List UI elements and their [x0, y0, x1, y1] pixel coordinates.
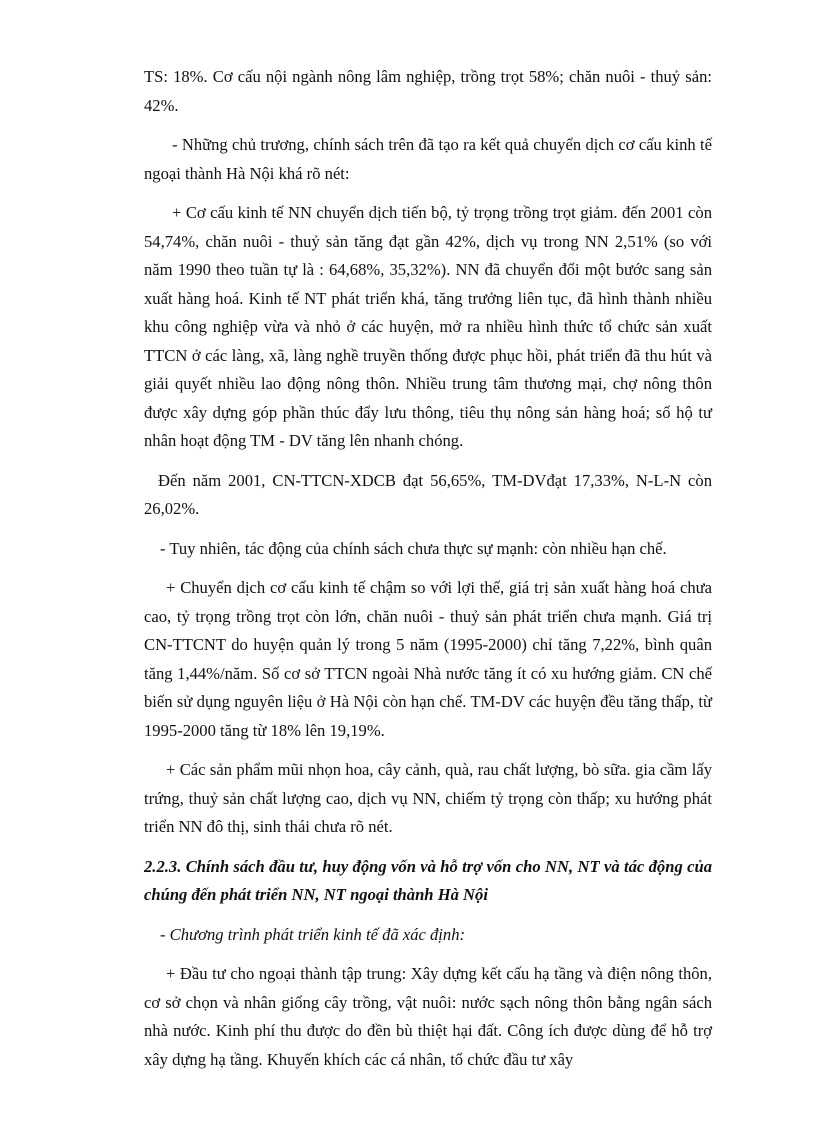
section-heading-2-2-3: 2.2.3. Chính sách đầu tư, huy động vốn và hỗ trợ vốn cho NN, NT và tác động của chúng đến phát triển NN, NT ngoại thành Hà Nội [144, 856, 712, 904]
paragraph-investment-focus: + Đầu tư cho ngoại thành tập trung: Xây dựng kết cấu hạ tầng và điện nông thôn, cơ sở chọn và nhân giống cây trồng, vật nuôi: nước sạch nông thôn bằng ngân sách nhà nước. Kinh phí thu được do đền bù thiệt hại đất. Công ích được dùng để hỗ trợ xây dựng hạ tầng. Khuyến khích các cá nhân, tổ chức đầu tư xây [144, 964, 712, 1069]
paragraph-program-intro: - Chương trình phát triển kinh tế đã xác định: [160, 924, 466, 944]
paragraph-slow-shift: + Chuyển dịch cơ cấu kinh tế chậm so với lợi thế, giá trị sản xuất hàng hoá chưa cao, tỷ trọng trồng trọt còn lớn, chăn nuôi - thuỷ sản phát triển chưa mạnh. Giá trị CN-TTCNT do huyện quản lý trong 5 năm (1995-2000) chỉ tăng 7,22%, bình quân tăng 1,44%/năm. Số cơ sở TTCN ngoài Nhà nước tăng ít có xu hướng giảm. CN chế biến sử dụng nguyên liệu ở Hà Nội còn hạn chế. TM-DV các huyện đều tăng thấp, từ 1995-2000 tăng từ 18% lên 19,19%. [144, 578, 712, 740]
paragraph-cost-structure: TS: 18%. Cơ cấu nội ngành nông lâm nghiệp, trồng trọt 58%; chăn nuôi - thuỷ sản: 42%. [144, 67, 712, 115]
paragraph-limitations: - Tuy nhiên, tác động của chính sách chưa thực sự mạnh: còn nhiều hạn chế. [160, 538, 667, 558]
paragraph-policy-results: - Những chủ trương, chính sách trên đã tạo ra kết quả chuyển dịch cơ cấu kinh tế ngoại thành Hà Nội khá rõ nét: [144, 135, 712, 183]
paragraph-key-products: + Các sản phẩm mũi nhọn hoa, cây cảnh, quà, rau chất lượng, bò sữa. gia cầm lấy trứng, thuỷ sản chất lượng cao, dịch vụ NN, chiếm tỷ trọng còn thấp; xu hướng phát triển NN đô thị, sinh thái chưa rõ nét. [144, 760, 712, 836]
document-body [144, 63, 712, 1074]
paragraph-structure-shift: + Cơ cấu kinh tế NN chuyển dịch tiến bộ, tỷ trọng trồng trọt giảm. đến 2001 còn 54,74%, chăn nuôi - thuỷ sản tăng đạt gần 42%, dịch vụ trong NN 2,51% (so với năm 1990 theo tuần tự là : 64,68%, 35,32%). NN đã chuyển đổi một bước sang sản xuất hàng hoá. Kinh tế NT phát triển khá, tăng trưởng liên tục, đã hình thành nhiều khu công nghiệp vừa và nhỏ ở các huyện, mở ra nhiều hình thức tổ chức sản xuất TTCN ở các làng, xã, làng nghề truyền thống được phục hồi, phát triển đã thu hút và giải quyết nhiều lao động nông thôn. Nhiều trung tâm thương mại, chợ nông thôn được xây dựng góp phần thúc đẩy lưu thông, tiêu thụ nông sản hàng hoá; số hộ tư nhân hoạt động TM - DV tăng lên nhanh chóng. [144, 203, 712, 450]
paragraph-2001-figures: Đến năm 2001, CN-TTCN-XDCB đạt 56,65%, TM-DVđạt 17,33%, N-L-N còn 26,02%. [144, 470, 712, 518]
